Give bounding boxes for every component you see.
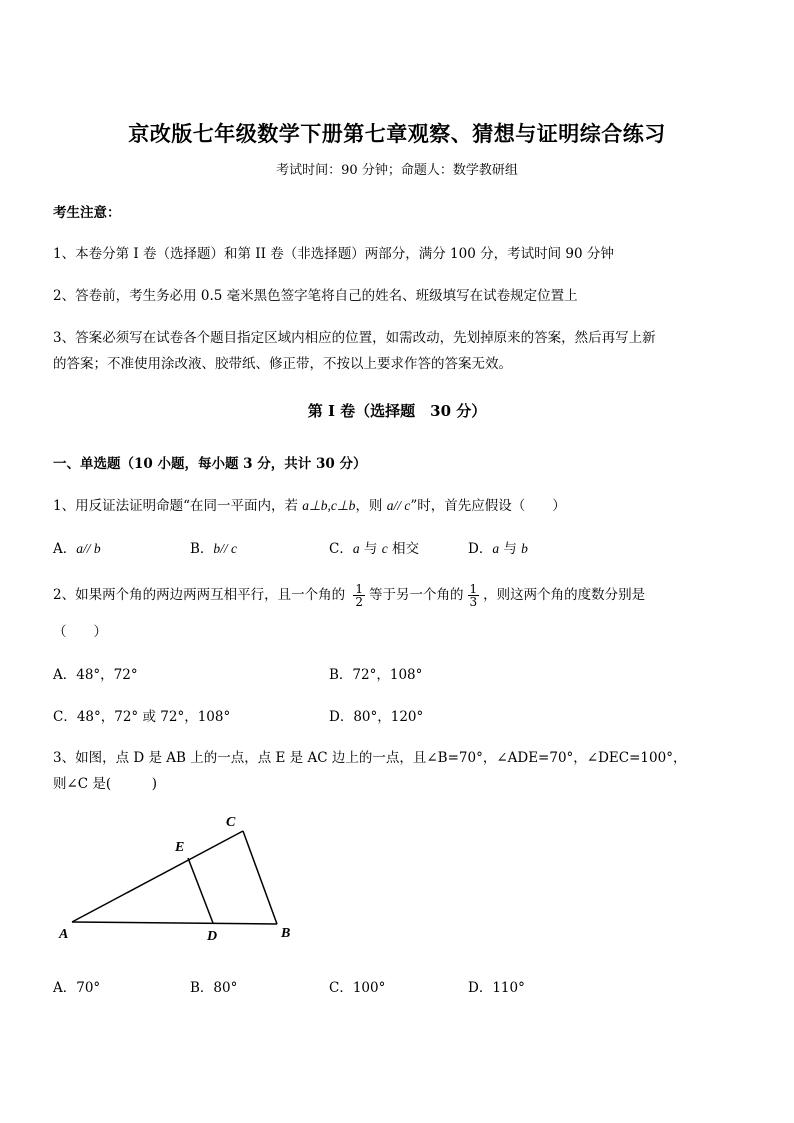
q2-option-d[interactable]: D．80°，120° [329,709,424,725]
question-2-stem [53,578,645,612]
exam-title: 京改版七年级数学下册第七章观察、猜想与证明综合练习 [128,121,666,146]
q2-stem-a: 2、如果两个角的两边两两互相平行，且一个角的 [53,587,350,603]
question-3-stem-cont: 则∠C 是( ) [53,776,157,792]
label-b: B [281,926,291,941]
q1-stem-a: 1、用反证法证明命题“在同一平面内，若 [53,498,303,514]
label-a: A [59,927,69,942]
question-1-stem [53,494,566,514]
q1-option-c[interactable]: C．a 与 c 相交 [329,541,419,557]
segment-cb [243,831,277,924]
fraction-one-third: $\frac{1}{3}$ [469,582,478,609]
q2-stem-c: ，则这两个角的度数分别是 [483,587,646,603]
q1-stem-b: ，则 [355,498,387,514]
label-e: E [175,840,185,855]
question-3-stem: 3、如图，点 D 是 AB 上的一点，点 E 是 AC 边上的一点，且∠B=70°，∠ADE=70°，∠DEC=100°， [53,750,687,766]
q2-option-a[interactable]: A．48°，72° [53,667,138,683]
exam-subtitle: 考试时间：90 分钟；命题人：数学教研组 [276,163,518,178]
notice-heading: 考生注意： [53,205,121,221]
segment-ed [188,858,213,923]
q1-option-b[interactable]: B．b// c [190,541,238,557]
q1-option-a[interactable]: A．a// b [53,541,101,557]
q2-answer-paren: （ ） [53,624,107,640]
notice-item-3: 3、答案必须写在试卷各个题目指定区域内相应的位置，如需改动，先划掉原来的答案，然后再写上新 [53,330,656,346]
part-title: 一、单选题（10 小题，每小题 3 分，共计 30 分） [53,456,367,472]
section-title: 第 I 卷（选择题 30 分） [307,402,487,420]
triangle-figure [55,810,315,950]
q1-stem-c: ”时，首先应假设（ ） [410,498,566,514]
label-c: C [226,815,236,830]
q3-option-b[interactable]: B．80° [190,980,238,996]
segment-ab [72,922,277,924]
q3-option-a[interactable]: A．70° [53,980,101,996]
q2-option-b[interactable]: B．72°，108° [329,667,423,683]
notice-item-1: 1、本卷分第 I 卷（选择题）和第 II 卷（非选择题）两部分，满分 100 分，考试时间 90 分钟 [53,246,614,262]
segment-ac [72,831,243,922]
q2-option-c[interactable]: C．48°，72° 或 72°，108° [53,709,231,725]
q1-option-d[interactable]: D．a 与 b [468,541,528,557]
q1-condition: a⊥b,c⊥b [302,498,356,513]
notice-item-2: 2、答卷前，考生务必用 0.5 毫米黑色签字笔将自己的姓名、班级填写在试卷规定位置上 [53,288,578,304]
notice-item-3-cont: 的答案；不准使用涂改液、胶带纸、修正带，不按以上要求作答的答案无效。 [53,356,512,372]
q2-stem-b: 等于另一个角的 [369,587,464,603]
fraction-one-half: $\frac{1}{2}$ [355,582,364,609]
label-d: D [207,929,218,944]
q3-option-c[interactable]: C．100° [329,980,386,996]
q3-option-d[interactable]: D．110° [468,980,525,996]
q1-conclusion: a// c [386,498,411,513]
